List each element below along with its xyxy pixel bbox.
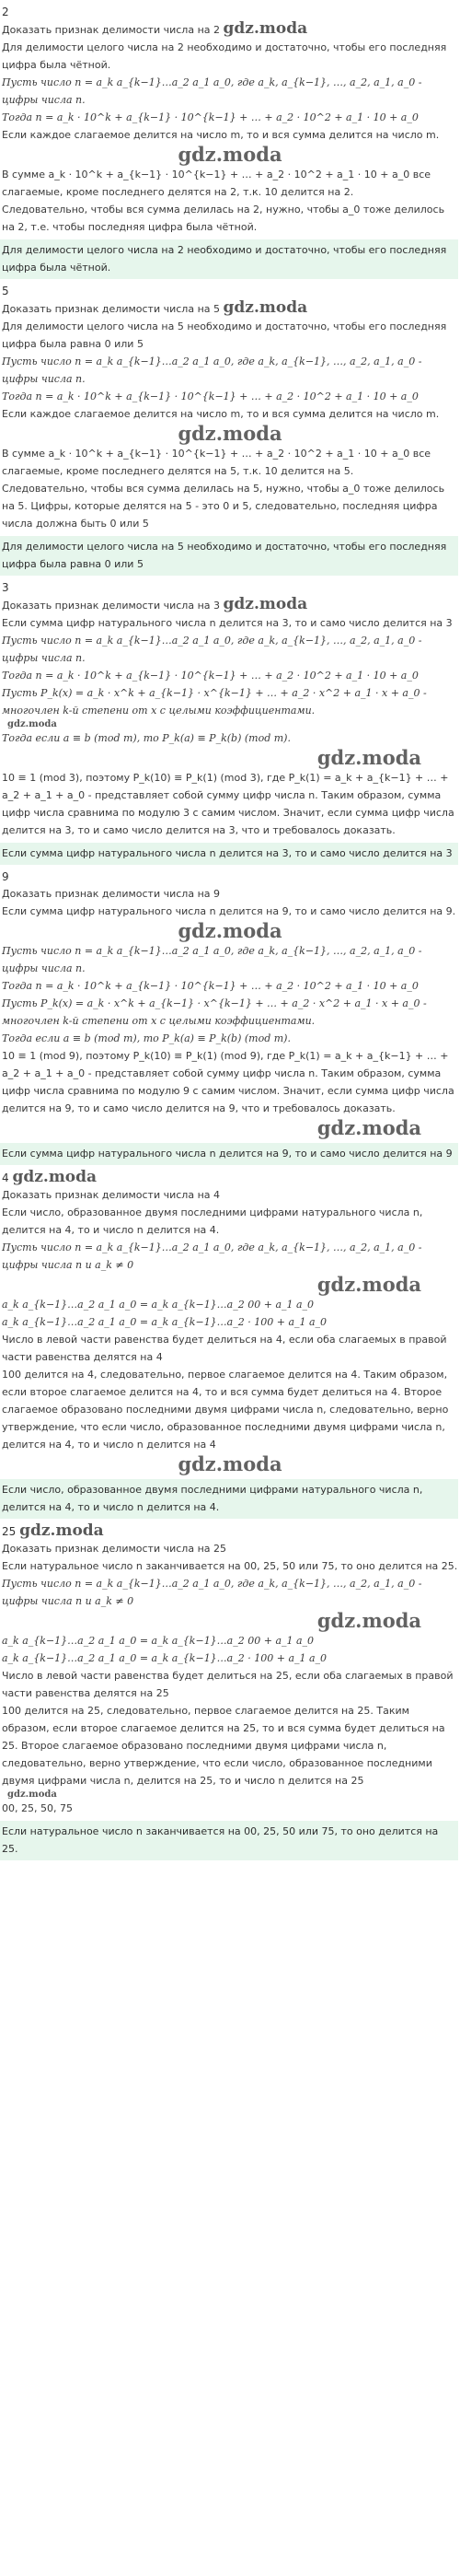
formula-line: Тогда если a ≡ b (mod m), то P_k(a) ≡ P_k(b) (mod m). [2, 1032, 291, 1044]
paragraph: Для делимости целого числа на 5 необходимо и достаточно, чтобы его последняя цифра была равна 0 или 5 [2, 321, 447, 350]
paragraph: В сумме a_k · 10^k + a_{k−1} · 10^{k−1} + … + a_2 · 10^2 + a_1 · 10 + a_0 все слагаемые, кроме последнего делятся на 5, т.к. 10 делится на 5. [2, 448, 431, 477]
section-number: 25 [2, 1525, 17, 1538]
paragraph: Число в левой части равенства будет делиться на 4, если оба слагаемых в правой части равенства делятся на 4 [2, 1334, 447, 1363]
watermark: gdz.moda [316, 746, 421, 769]
formula-line: a_k a_{k−1}…a_2 a_1 a_0 = a_k a_{k−1}…a_2 · 100 + a_1 a_0 [2, 1652, 328, 1664]
section-div5 [2, 283, 458, 576]
watermark: gdz.moda [316, 1273, 421, 1296]
formula-line: Пусть число n = a_k a_{k−1}…a_2 a_1 a_0, где a_k, a_{k−1}, …, a_2, a_1, a_0 - цифры числа n. [2, 635, 422, 664]
paragraph: Если сумма цифр натурального числа n делится на 9, то и само число делится на 9. [2, 905, 456, 917]
formula-line: Тогда n = a_k · 10^k + a_{k−1} · 10^{k−1} + … + a_2 · 10^2 + a_1 · 10 + a_0 [2, 390, 419, 402]
formula-line: a_k a_{k−1}…a_2 a_1 a_0 = a_k a_{k−1}…a_2 00 + a_1 a_0 [2, 1299, 315, 1311]
answer-box: Если число, образованное двумя последними цифрами натурального числа n, делится на 4, то и число n делится на 4. [0, 1479, 458, 1519]
watermark: gdz.moda [223, 19, 308, 38]
section-number: 4 [2, 1171, 9, 1184]
section-number: 9 [2, 870, 9, 883]
residue-list: 00, 25, 50, 75 [2, 1802, 73, 1814]
formula-line: Пусть P_k(x) = a_k · x^k + a_{k−1} · x^{k−1} + … + a_2 · x^2 + a_1 · x + a_0 - многочлен k-й степени от x с целыми коэффициентами. [2, 687, 427, 717]
formula-line: Пусть число n = a_k a_{k−1}…a_2 a_1 a_0, где a_k, a_{k−1}, …, a_2, a_1, a_0 - цифры числа n. [2, 356, 422, 385]
paragraph: В сумме a_k · 10^k + a_{k−1} · 10^{k−1} + … + a_2 · 10^2 + a_1 · 10 + a_0 все слагаемые, кроме последнего делятся на 2, т.к. 10 делится на 2. [2, 169, 431, 198]
section-title: Доказать признак делимости числа на 25 [2, 1543, 227, 1555]
watermark: gdz.moda [178, 919, 282, 942]
paragraph: Если число, образованное двумя последними цифрами натурального числа n, делится на 4, то и число n делится на 4. [2, 1206, 423, 1236]
watermark: gdz.moda [178, 422, 282, 445]
section-title: Доказать признак делимости числа на 5 [2, 303, 221, 315]
formula-line: Тогда n = a_k · 10^k + a_{k−1} · 10^{k−1} + … + a_2 · 10^2 + a_1 · 10 + a_0 [2, 670, 419, 682]
section-title: Доказать признак делимости числа на 9 [2, 888, 221, 900]
formula-line: Пусть P_k(x) = a_k · x^k + a_{k−1} · x^{k−1} + … + a_2 · x^2 + a_1 · x + a_0 - многочлен k-й степени от x с целыми коэффициентами. [2, 997, 427, 1027]
section-div9 [2, 868, 458, 1165]
paragraph: 100 делится на 4, следовательно, первое слагаемое делится на 4. Таким образом, если второе слагаемое делится на 4, то и вся сумма будет делиться на 4. Второе слагаемое образовано последними двумя цифрами числа n, следовательно, верно утверждение, что если число, образованное последними двумя цифрами числа n, делится на 4, то и число n делится на 4 [2, 1369, 449, 1451]
answer-box: Если сумма цифр натурального числа n делится на 3, то и само число делится на 3 [0, 843, 458, 865]
answer-box: Если натуральное число n заканчивается на 00, 25, 50 или 75, то оно делится на 25. [0, 1821, 458, 1860]
paragraph: Следовательно, чтобы вся сумма делилась на 2, нужно, чтобы a_0 тоже делилось на 2, т.е. чтобы последняя цифра была чётной. [2, 204, 445, 233]
watermark: gdz.moda [223, 298, 308, 317]
section-number: 3 [2, 581, 9, 594]
formula-line: Пусть число n = a_k a_{k−1}…a_2 a_1 a_0, где a_k, a_{k−1}, …, a_2, a_1, a_0 - цифры числа n. [2, 945, 422, 974]
answer-box: Для делимости целого числа на 2 необходимо и достаточно, чтобы его последняя цифра была чётной. [0, 239, 458, 279]
formula-line: Пусть число n = a_k a_{k−1}…a_2 a_1 a_0, где a_k, a_{k−1}, …, a_2, a_1, a_0 - цифры числа n. [2, 76, 422, 106]
page [0, 4, 460, 1860]
watermark: gdz.moda [7, 719, 57, 729]
formula-line: Тогда n = a_k · 10^k + a_{k−1} · 10^{k−1} + … + a_2 · 10^2 + a_1 · 10 + a_0 [2, 980, 419, 992]
paragraph: Для делимости целого числа на 2 необходимо и достаточно, чтобы его последняя цифра была чётной. [2, 41, 447, 71]
paragraph: 10 ≡ 1 (mod 9), поэтому P_k(10) ≡ P_k(1) (mod 9), где P_k(1) = a_k + a_{k−1} + … + a_2 + a_1 + a_0 - представляет собой сумму цифр числа n. Таким образом, сумма цифр числа сравнима по модулю 9 с самим числом. Значит, если сумма цифр числа делится на 9, то и само число делится на 9, что и требовалось доказать. [2, 1050, 454, 1114]
paragraph: Если натуральное число n заканчивается на 00, 25, 50 или 75, то оно делится на 25. [2, 1560, 458, 1572]
watermark: gdz.moda [316, 1609, 421, 1632]
watermark: gdz.moda [19, 1521, 104, 1540]
paragraph: 10 ≡ 1 (mod 3), поэтому P_k(10) ≡ P_k(1) (mod 3), где P_k(1) = a_k + a_{k−1} + … + a_2 + a_1 + a_0 - представляет собой сумму цифр числа n. Таким образом, сумма цифр числа сравнима по модулю 3 с самим числом. Значит, если сумма цифр числа делится на 3, то и само число делится на 3, что и требовалось доказать. [2, 772, 454, 836]
section-div4 [2, 1169, 458, 1519]
formula-line: Тогда n = a_k · 10^k + a_{k−1} · 10^{k−1} + … + a_2 · 10^2 + a_1 · 10 + a_0 [2, 111, 419, 123]
section-title: Доказать признак делимости числа на 4 [2, 1189, 221, 1201]
section-number: 2 [2, 6, 9, 18]
watermark: gdz.moda [178, 1452, 282, 1475]
watermark: gdz.moda [223, 595, 308, 613]
paragraph: Если каждое слагаемое делится на число m, то и вся сумма делится на число m. [2, 408, 440, 420]
watermark: gdz.moda [316, 1116, 421, 1139]
answer-box: Для делимости целого числа на 5 необходимо и достаточно, чтобы его последняя цифра была равна 0 или 5 [0, 536, 458, 576]
section-number: 5 [2, 285, 9, 297]
formula-line: Тогда если a ≡ b (mod m), то P_k(a) ≡ P_k(b) (mod m). [2, 732, 291, 744]
watermark: gdz.moda [178, 143, 282, 166]
paragraph: Число в левой части равенства будет делиться на 25, если оба слагаемых в правой части равенства делятся на 25 [2, 1670, 454, 1699]
formula-line: a_k a_{k−1}…a_2 a_1 a_0 = a_k a_{k−1}…a_2 · 100 + a_1 a_0 [2, 1316, 328, 1328]
watermark: gdz.moda [12, 1168, 98, 1186]
section-div25 [2, 1522, 458, 1860]
paragraph: 100 делится на 25, следовательно, первое слагаемое делится на 25. Таким образом, если второе слагаемое делится на 25, то и вся сумма будет делиться на 25. Второе слагаемое образовано последними двумя цифрами числа n, следовательно, верно утверждение, что если число, образованное последними двумя цифрами числа n, делится на 25, то и число n делится на 25 [2, 1705, 445, 1787]
paragraph: Если сумма цифр натурального числа n делится на 3, то и само число делится на 3 [2, 617, 453, 629]
formula-line: Пусть число n = a_k a_{k−1}…a_2 a_1 a_0, где a_k, a_{k−1}, …, a_2, a_1, a_0 - цифры числа n и a_k ≠ 0 [2, 1578, 422, 1607]
section-div2 [2, 4, 458, 279]
formula-line: Пусть число n = a_k a_{k−1}…a_2 a_1 a_0, где a_k, a_{k−1}, …, a_2, a_1, a_0 - цифры числа n и a_k ≠ 0 [2, 1241, 422, 1271]
section-title: Доказать признак делимости числа на 2 [2, 24, 221, 36]
watermark: gdz.moda [7, 1789, 57, 1800]
answer-box: Если сумма цифр натурального числа n делится на 9, то и само число делится на 9 [0, 1143, 458, 1165]
section-div3 [2, 579, 458, 865]
paragraph: Если каждое слагаемое делится на число m, то и вся сумма делится на число m. [2, 129, 440, 141]
paragraph: Следовательно, чтобы вся сумма делилась на 5, нужно, чтобы a_0 тоже делилось на 5. Цифры, которые делятся на 5 - это 0 и 5, следовательно, последняя цифра числа должна быть 0 или 5 [2, 483, 445, 530]
section-title: Доказать признак делимости числа на 3 [2, 600, 221, 612]
formula-line: a_k a_{k−1}…a_2 a_1 a_0 = a_k a_{k−1}…a_2 00 + a_1 a_0 [2, 1635, 315, 1647]
